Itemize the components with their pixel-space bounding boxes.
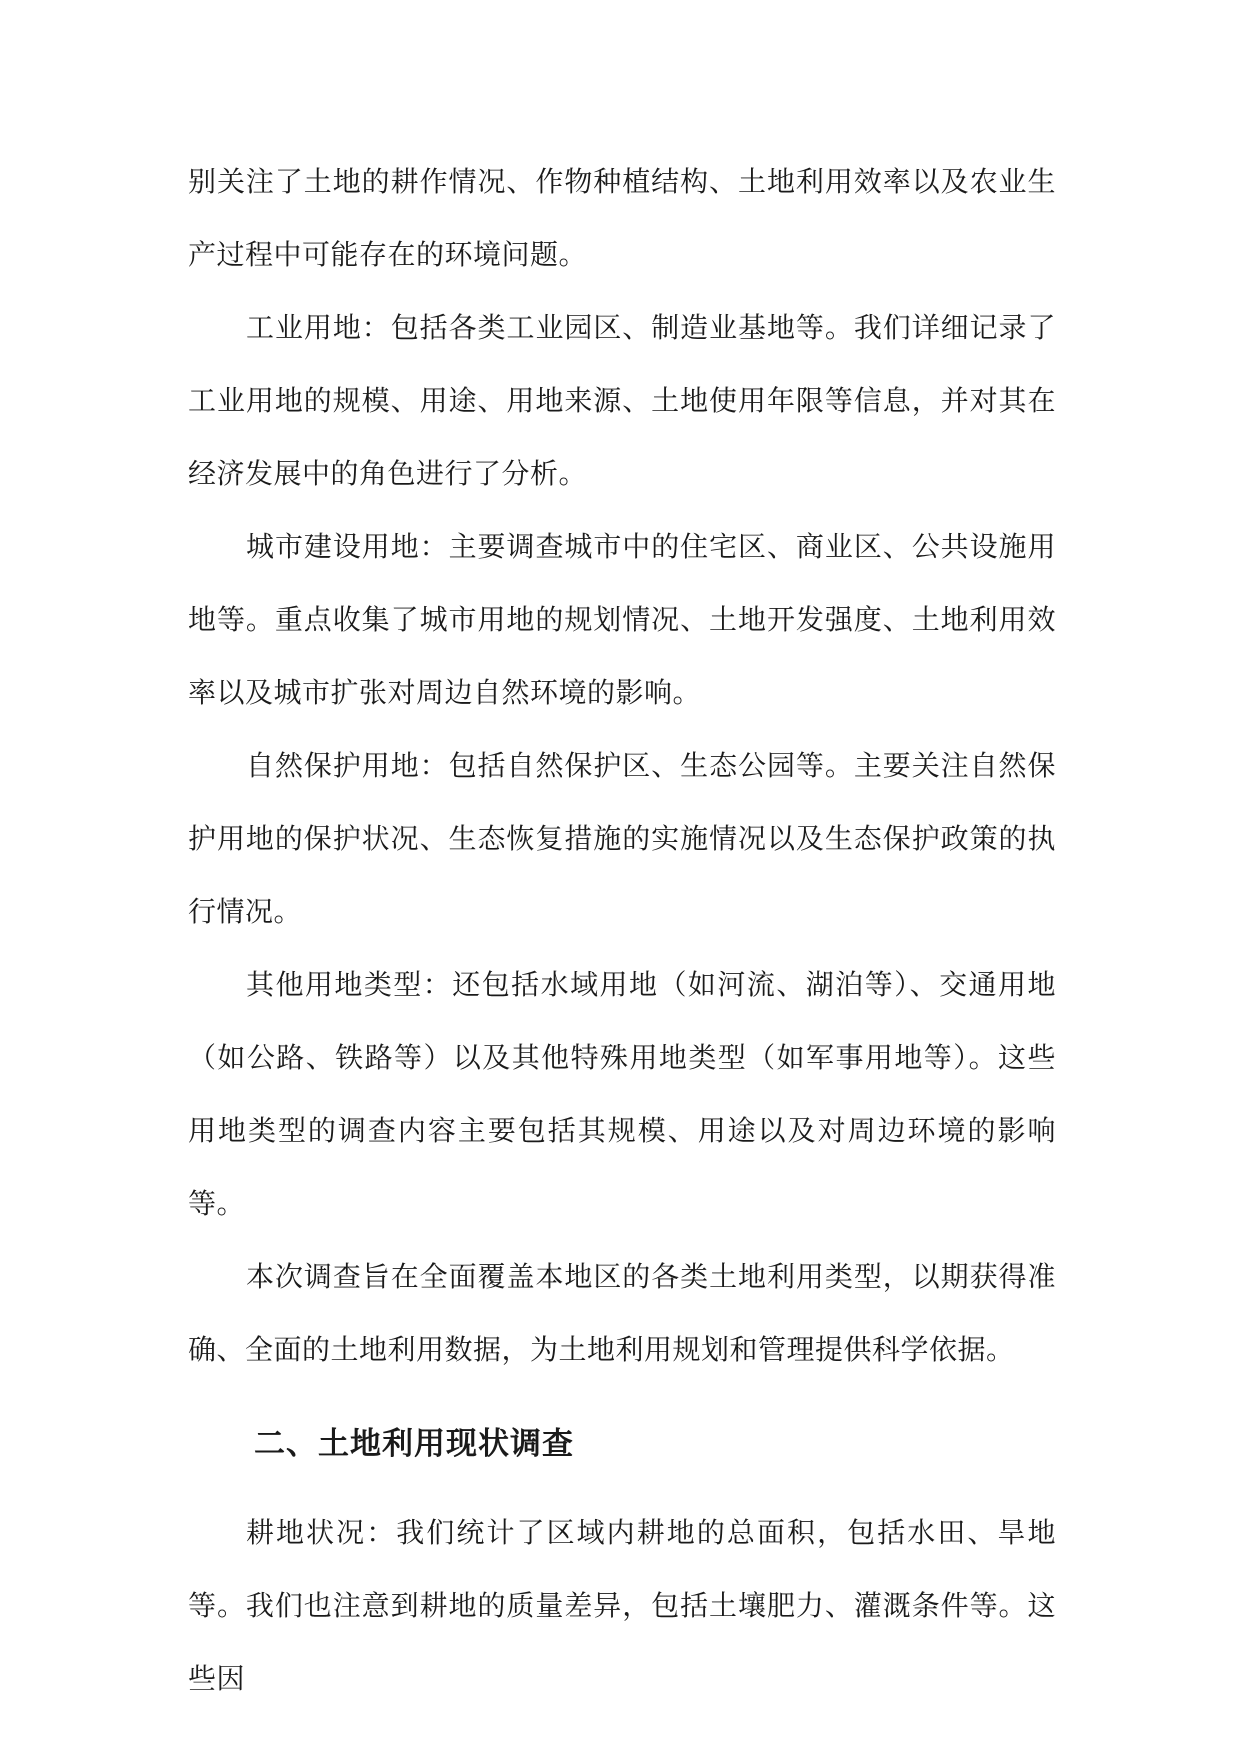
paragraph-nature-protection-land: 自然保护用地：包括自然保护区、生态公园等。主要关注自然保护用地的保护状况、生态恢复措施的实施情况以及生态保护政策的执行情况。 [188, 749, 1056, 928]
paragraph-industrial-land: 工业用地：包括各类工业园区、制造业基地等。我们详细记录了工业用地的规模、用途、用地来源、土地使用年限等信息，并对其在经济发展中的角色进行了分析。 [188, 311, 1056, 490]
paragraph-farmland-continued: 别关注了土地的耕作情况、作物种植结构、土地利用效率以及农业生产过程中可能存在的环境问题。 [188, 165, 1056, 271]
document-body [188, 145, 1056, 1715]
paragraph-urban-construction-land: 城市建设用地：主要调查城市中的住宅区、商业区、公共设施用地等。重点收集了城市用地的规划情况、土地开发强度、土地利用效率以及城市扩张对周边自然环境的影响。 [188, 530, 1056, 709]
paragraph-other-land-types: 其他用地类型：还包括水域用地（如河流、湖泊等）、交通用地（如公路、铁路等）以及其他特殊用地类型（如军事用地等）。这些用地类型的调查内容主要包括其规模、用途以及对周边环境的影响等。 [188, 968, 1056, 1220]
section-heading: 二、土地利用现状调查 [254, 1426, 574, 1462]
paragraph-farmland-status: 耕地状况：我们统计了区域内耕地的总面积，包括水田、旱地等。我们也注意到耕地的质量差异，包括土壤肥力、灌溉条件等。这些因 [188, 1516, 1056, 1695]
paragraph-survey-purpose: 本次调查旨在全面覆盖本地区的各类土地利用类型，以期获得准确、全面的土地利用数据，为土地利用规划和管理提供科学依据。 [188, 1260, 1056, 1366]
